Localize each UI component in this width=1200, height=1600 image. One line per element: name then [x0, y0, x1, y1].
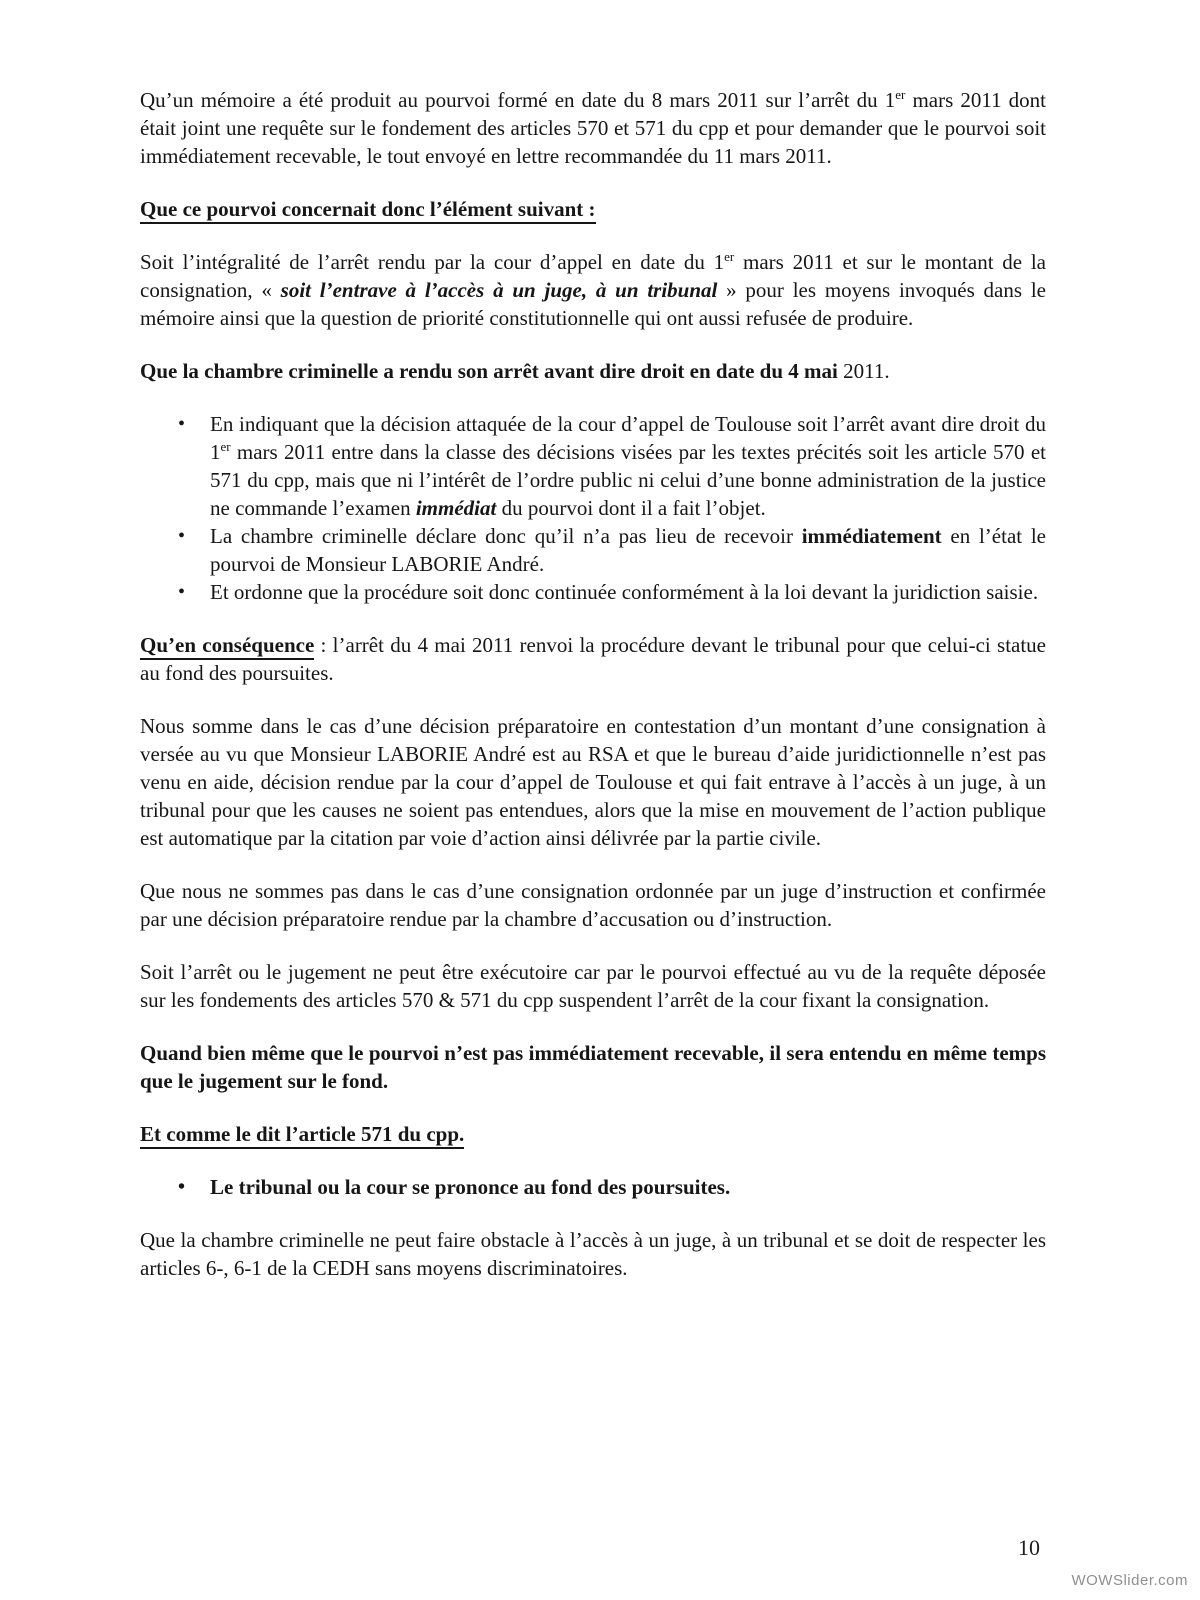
bullet-item-declare [140, 522, 1046, 578]
text-run: Nous somme dans le cas d’une décision préparatoire en contestation d’un montant d’une consignation à versée au vu que Monsieur LABORIE André est au RSA et que le bureau d’aide juridictionnelle n’est pas venu en aide, décision rendue par la cour d’appel de Toulouse et qui fait entrave à l’accès à un juge, à un tribunal pour que les causes ne soient pas entendues, alors que la mise en mouvement de l’action publique est automatique par la citation par voie d’action ainsi délivrée par la partie civile. [140, 714, 1046, 850]
bullet-item-tribunal [140, 1173, 1046, 1201]
bold-immediatement: immédiatement [801, 524, 942, 548]
bullet-item-ordonne [140, 578, 1046, 606]
document-content [140, 86, 1046, 1307]
text-run: Soit l’intégralité de l’arrêt rendu par la cour d’appel en date du 1 [140, 250, 725, 274]
text-run: Quand bien même que le pourvoi n’est pas immédiatement recevable, il sera entendu en même temps que le jugement sur le fond. [140, 1041, 1046, 1093]
paragraph-bold-quand-bien-meme [140, 1039, 1046, 1095]
paragraph-memoire [140, 86, 1046, 170]
text-run: La chambre criminelle déclare donc qu’il n’a pas lieu de recevoir [210, 524, 802, 548]
heading-underlined-text: Et comme le dit l’article 571 du cpp. [140, 1122, 464, 1149]
heading-underlined-text: Que ce pourvoi concernait donc l’élément suivant : [140, 197, 596, 224]
paragraph-cedh [140, 1226, 1046, 1282]
paragraph-executoire [140, 958, 1046, 1014]
bold-italic-immediat: immédiat [415, 496, 497, 520]
text-run: Que la chambre criminelle ne peut faire obstacle à l’accès à un juge, à un tribunal et se doit de respecter les articles 6-, 6-1 de la CEDH sans moyens discriminatoires. [140, 1228, 1046, 1280]
text-run: 2011. [843, 359, 890, 383]
superscript-er: er [895, 87, 906, 102]
superscript-er: er [724, 249, 735, 264]
bullet-list-tribunal [140, 1173, 1046, 1201]
section-heading-chambre-criminelle [140, 357, 1046, 385]
bullet-list-arret [140, 410, 1046, 606]
text-run: En indiquant que la décision attaquée de la cour d’appel de Toulouse soit l’arrêt avant dire droit du 1 [210, 412, 1046, 464]
text-run: Le tribunal ou la cour se prononce au fond des poursuites. [210, 1175, 731, 1199]
paragraph-consequence [140, 631, 1046, 687]
bold-italic-quote: soit l’entrave à l’accès à un juge, à un tribunal [280, 278, 718, 302]
section-heading-pourvoi-element [140, 195, 1046, 223]
watermark-wowslider: WOWSlider.com [1071, 1572, 1188, 1589]
text-run: mars 2011 entre dans la classe des décisions visées par les textes précités soit les article 570 et 571 du cpp, mais que ni l’intérêt de l’ordre public ni celui d’une bonne administration de la justice ne commande l’examen [210, 440, 1046, 520]
heading-bold-text: Que la chambre criminelle a rendu son arrêt avant dire droit en date du 4 mai [140, 359, 844, 383]
section-heading-article-571 [140, 1120, 1046, 1148]
text-run: Soit l’arrêt ou le jugement ne peut être exécutoire car par le pourvoi effectué au vu de la requête déposée sur les fondements des articles 570 & 571 du cpp suspendent l’arrêt de la cour fixant la consignation. [140, 960, 1046, 1012]
text-run: en l’état le pourvoi de Monsieur LABORIE André. [210, 524, 1047, 576]
text-run: mars 2011 dont était joint une requête sur le fondement des articles 570 et 571 du cpp et pour demander que le pourvoi soit immédiatement recevable, le tout envoyé en lettre recommandée du 11 mars 2011. [140, 88, 1046, 168]
text-run: : l’arrêt du 4 mai 2011 renvoi la procédure devant le tribunal pour que celui-ci statue au fond des poursuites. [140, 633, 1046, 685]
text-run: du pourvoi dont il a fait l’objet. [496, 496, 766, 520]
bullet-item-decision-attaquee [140, 410, 1046, 522]
text-run: Que nous ne sommes pas dans le cas d’une consignation ordonnée par un juge d’instruction et confirmée par une décision préparatoire rendue par la chambre d’accusation ou d’instruction. [140, 879, 1046, 931]
text-run: » pour les moyens invoqués dans le mémoire ainsi que la question de priorité constitutionnelle qui ont aussi refusée de produire. [140, 278, 1046, 330]
paragraph-integralite [140, 248, 1046, 332]
bold-underline-lead: Qu’en conséquence [140, 633, 314, 660]
superscript-er: er [220, 439, 231, 454]
text-run: Qu’un mémoire a été produit au pourvoi formé en date du 8 mars 2011 sur l’arrêt du 1 [140, 88, 896, 112]
text-run: Et ordonne que la procédure soit donc continuée conformément à la loi devant la juridiction saisie. [210, 580, 1039, 604]
page-number: 10 [1018, 1535, 1040, 1560]
paragraph-decision-preparatoire [140, 712, 1046, 852]
text-run: mars 2011 et sur le montant de la consignation, « [140, 250, 1046, 302]
paragraph-pas-dans-le-cas [140, 877, 1046, 933]
